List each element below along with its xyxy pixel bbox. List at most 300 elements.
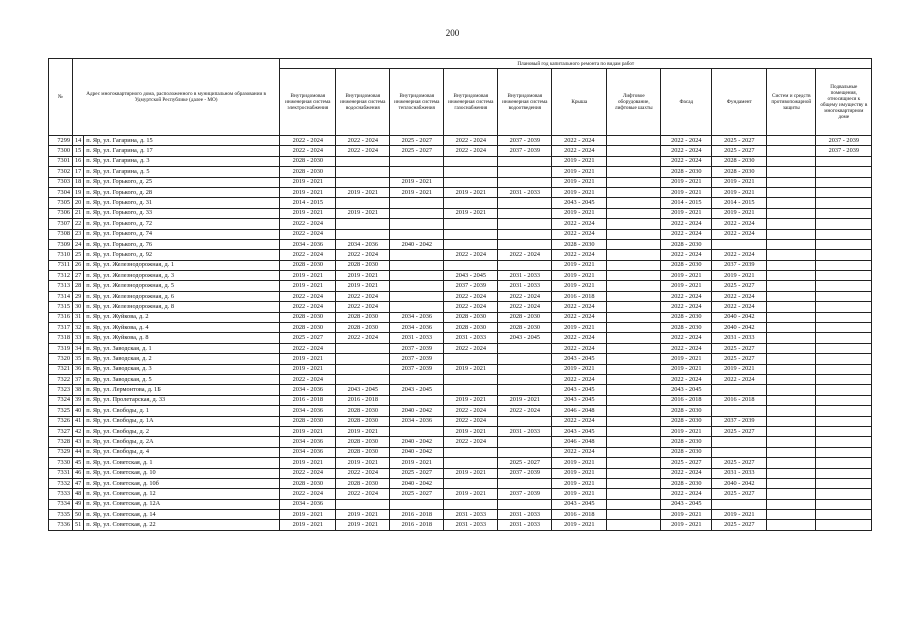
work-period-cell: 2019 - 2021	[444, 426, 498, 436]
work-period-cell: 2019 - 2021	[661, 364, 712, 374]
work-period-cell	[767, 458, 816, 468]
work-period-cell	[444, 385, 498, 395]
work-period-cell	[498, 156, 552, 166]
capital-repair-table	[48, 58, 872, 531]
work-period-cell	[767, 219, 816, 229]
work-period-cell: 2014 - 2015	[280, 198, 336, 208]
row-address: п. Яр, ул. Лермонтова, д. 1Б	[84, 385, 280, 395]
work-period-cell	[336, 177, 390, 187]
work-period-cell: 2025 - 2027	[712, 489, 767, 499]
work-period-cell: 2016 - 2018	[552, 291, 607, 301]
work-period-cell: 2022 - 2024	[280, 374, 336, 384]
work-period-cell	[444, 167, 498, 177]
work-period-cell: 2022 - 2024	[661, 489, 712, 499]
work-period-cell	[607, 499, 661, 509]
work-period-cell: 2022 - 2024	[552, 146, 607, 156]
row-number: 23	[73, 229, 84, 239]
work-period-cell: 2022 - 2024	[552, 416, 607, 426]
row-number: 40	[73, 406, 84, 416]
work-period-cell	[444, 239, 498, 249]
work-period-cell: 2019 - 2021	[552, 489, 607, 499]
work-period-cell	[767, 198, 816, 208]
work-period-cell: 2028 - 2030	[336, 260, 390, 270]
work-period-cell: 2022 - 2024	[661, 302, 712, 312]
work-period-cell: 2019 - 2021	[280, 426, 336, 436]
work-period-cell: 2022 - 2024	[336, 291, 390, 301]
work-period-cell	[607, 260, 661, 270]
row-index: 7299	[49, 136, 73, 146]
work-period-cell: 2028 - 2030	[661, 167, 712, 177]
work-period-cell	[767, 478, 816, 488]
table-row	[49, 323, 872, 333]
row-number: 35	[73, 354, 84, 364]
work-period-cell	[816, 510, 872, 520]
work-period-cell: 2019 - 2021	[712, 177, 767, 187]
work-period-cell: 2022 - 2024	[444, 291, 498, 301]
row-address: п. Яр, ул. Заводская, д. 3	[84, 364, 280, 374]
work-period-cell	[498, 478, 552, 488]
row-index: 7335	[49, 510, 73, 520]
work-period-cell	[816, 416, 872, 426]
row-number: 39	[73, 395, 84, 405]
table-row	[49, 167, 872, 177]
work-period-cell: 2019 - 2021	[280, 187, 336, 197]
page-number: 200	[445, 28, 460, 38]
work-period-cell: 2019 - 2021	[390, 187, 444, 197]
work-period-cell	[607, 437, 661, 447]
table-row	[49, 312, 872, 322]
work-period-cell	[607, 239, 661, 249]
work-period-cell: 2019 - 2021	[336, 208, 390, 218]
work-period-cell	[607, 343, 661, 353]
work-period-cell: 2043 - 2045	[552, 426, 607, 436]
work-period-cell	[336, 343, 390, 353]
work-period-cell: 2040 - 2042	[390, 239, 444, 249]
work-period-cell: 2040 - 2042	[712, 478, 767, 488]
work-period-cell: 2022 - 2024	[280, 136, 336, 146]
work-period-cell	[390, 229, 444, 239]
work-period-cell: 2034 - 2036	[336, 239, 390, 249]
work-period-cell	[767, 177, 816, 187]
row-number: 20	[73, 198, 84, 208]
work-period-cell: 2034 - 2036	[390, 416, 444, 426]
work-period-cell	[498, 354, 552, 364]
row-number: 25	[73, 250, 84, 260]
row-index: 7310	[49, 250, 73, 260]
row-address: п. Яр, ул. Гагарина, д. 15	[84, 136, 280, 146]
work-period-cell	[607, 406, 661, 416]
work-period-cell: 2022 - 2024	[498, 250, 552, 260]
work-period-cell	[816, 323, 872, 333]
table-row	[49, 510, 872, 520]
table-row	[49, 374, 872, 384]
row-number: 22	[73, 219, 84, 229]
work-period-cell: 2031 - 2033	[712, 333, 767, 343]
work-period-cell	[767, 499, 816, 509]
work-period-cell	[336, 229, 390, 239]
work-period-cell	[767, 136, 816, 146]
row-number: 33	[73, 333, 84, 343]
work-period-cell: 2043 - 2045	[552, 395, 607, 405]
work-period-cell	[607, 291, 661, 301]
work-period-cell: 2014 - 2015	[712, 198, 767, 208]
work-period-cell	[816, 302, 872, 312]
table-row	[49, 447, 872, 457]
work-period-cell: 2022 - 2024	[661, 229, 712, 239]
table-row	[49, 520, 872, 530]
row-number: 18	[73, 177, 84, 187]
work-period-cell	[607, 312, 661, 322]
work-period-cell	[816, 167, 872, 177]
work-period-cell	[607, 354, 661, 364]
work-period-cell: 2034 - 2036	[390, 312, 444, 322]
row-number: 44	[73, 447, 84, 457]
work-period-cell	[390, 291, 444, 301]
work-period-cell: 2019 - 2021	[280, 281, 336, 291]
work-period-cell	[336, 198, 390, 208]
table-row	[49, 271, 872, 281]
work-period-cell	[390, 395, 444, 405]
work-period-cell	[767, 187, 816, 197]
work-period-cell	[767, 146, 816, 156]
work-period-cell: 2022 - 2024	[661, 291, 712, 301]
work-period-cell: 2022 - 2024	[712, 250, 767, 260]
work-period-cell	[767, 208, 816, 218]
work-period-cell	[498, 219, 552, 229]
work-period-cell	[767, 343, 816, 353]
work-period-cell: 2043 - 2045	[552, 499, 607, 509]
row-index: 7323	[49, 385, 73, 395]
work-period-cell	[767, 354, 816, 364]
row-number: 46	[73, 468, 84, 478]
work-period-cell	[390, 260, 444, 270]
work-period-cell: 2019 - 2021	[444, 468, 498, 478]
work-period-cell	[607, 229, 661, 239]
work-period-cell: 2019 - 2021	[552, 458, 607, 468]
work-period-cell: 2019 - 2021	[336, 510, 390, 520]
row-address: п. Яр, ул. Гагарина, д. 17	[84, 146, 280, 156]
header-column: Внутридомовая инженерная система водоотведения	[498, 69, 552, 136]
row-number: 29	[73, 291, 84, 301]
row-number: 15	[73, 146, 84, 156]
work-period-cell	[816, 281, 872, 291]
work-period-cell: 2028 - 2030	[444, 323, 498, 333]
work-period-cell: 2028 - 2030	[280, 312, 336, 322]
work-period-cell: 2040 - 2042	[390, 437, 444, 447]
work-period-cell	[444, 219, 498, 229]
row-number: 19	[73, 187, 84, 197]
work-period-cell	[607, 208, 661, 218]
work-period-cell	[498, 177, 552, 187]
work-period-cell: 2019 - 2021	[552, 177, 607, 187]
table-row	[49, 219, 872, 229]
row-index: 7317	[49, 323, 73, 333]
work-period-cell: 2028 - 2030	[280, 323, 336, 333]
work-period-cell: 2037 - 2039	[816, 136, 872, 146]
work-period-cell: 2028 - 2030	[661, 323, 712, 333]
work-period-cell: 2028 - 2030	[280, 478, 336, 488]
work-period-cell: 2031 - 2033	[498, 426, 552, 436]
work-period-cell	[712, 437, 767, 447]
work-period-cell	[607, 250, 661, 260]
work-period-cell: 2019 - 2021	[552, 271, 607, 281]
work-period-cell: 2019 - 2021	[280, 271, 336, 281]
row-number: 41	[73, 416, 84, 426]
row-address: п. Яр, ул. Жуйкова, д. 2	[84, 312, 280, 322]
work-period-cell: 2031 - 2033	[444, 333, 498, 343]
work-period-cell: 2022 - 2024	[280, 468, 336, 478]
header-column: Внутридомовая инженерная система газоснабжения	[444, 69, 498, 136]
table-row	[49, 478, 872, 488]
work-period-cell: 2025 - 2027	[280, 333, 336, 343]
header-column: Внутридомовая инженерная система электроснабжения	[280, 69, 336, 136]
work-period-cell: 2022 - 2024	[280, 250, 336, 260]
work-period-cell	[767, 271, 816, 281]
work-period-cell: 2022 - 2024	[552, 343, 607, 353]
work-period-cell	[767, 364, 816, 374]
work-period-cell	[607, 510, 661, 520]
row-address: п. Яр, ул. Заводская, д. 5	[84, 374, 280, 384]
work-period-cell	[390, 208, 444, 218]
row-number: 21	[73, 208, 84, 218]
work-period-cell: 2022 - 2024	[280, 302, 336, 312]
row-number: 31	[73, 312, 84, 322]
header-column: Лифтовое оборудование, лифтовые шахты	[607, 69, 661, 136]
row-number: 32	[73, 323, 84, 333]
work-period-cell	[390, 156, 444, 166]
work-period-cell: 2028 - 2030	[444, 312, 498, 322]
work-period-cell: 2028 - 2030	[712, 167, 767, 177]
work-period-cell: 2022 - 2024	[336, 333, 390, 343]
work-period-cell: 2025 - 2027	[498, 458, 552, 468]
work-period-cell	[498, 499, 552, 509]
row-address: п. Яр, ул. Железнодорожная, д. 8	[84, 302, 280, 312]
work-period-cell: 2019 - 2021	[280, 208, 336, 218]
work-period-cell: 2019 - 2021	[661, 208, 712, 218]
work-period-cell	[498, 208, 552, 218]
work-period-cell: 2019 - 2021	[661, 187, 712, 197]
work-period-cell: 2028 - 2030	[336, 447, 390, 457]
row-index: 7332	[49, 478, 73, 488]
row-index: 7324	[49, 395, 73, 405]
row-address: п. Яр, ул. Горького, д. 33	[84, 208, 280, 218]
work-period-cell: 2031 - 2033	[498, 520, 552, 530]
work-period-cell	[607, 374, 661, 384]
header-column: Систем и средств противопожарной защиты	[767, 69, 816, 136]
row-address: п. Яр, ул. Свободы, д. 1	[84, 406, 280, 416]
table-row	[49, 364, 872, 374]
work-period-cell	[816, 468, 872, 478]
work-period-cell	[816, 489, 872, 499]
table-row	[49, 385, 872, 395]
work-period-cell: 2016 - 2018	[390, 510, 444, 520]
work-period-cell: 2019 - 2021	[444, 208, 498, 218]
work-period-cell	[816, 229, 872, 239]
row-address: п. Яр, ул. Заводская, д. 2	[84, 354, 280, 364]
work-period-cell: 2016 - 2018	[661, 395, 712, 405]
work-period-cell	[336, 364, 390, 374]
work-period-cell: 2022 - 2024	[712, 219, 767, 229]
work-period-cell: 2019 - 2021	[552, 167, 607, 177]
row-number: 42	[73, 426, 84, 436]
work-period-cell: 2022 - 2024	[552, 250, 607, 260]
row-address: п. Яр, ул. Горького, д. 72	[84, 219, 280, 229]
work-period-cell	[816, 312, 872, 322]
work-period-cell	[607, 520, 661, 530]
work-period-cell: 2028 - 2030	[712, 156, 767, 166]
table-row	[49, 239, 872, 249]
row-number: 34	[73, 343, 84, 353]
work-period-cell: 2016 - 2018	[390, 520, 444, 530]
header-column: Внутридомовая инженерная система теплоснабжения	[390, 69, 444, 136]
work-period-cell: 2022 - 2024	[280, 291, 336, 301]
row-address: п. Яр, ул. Горького, д. 76	[84, 239, 280, 249]
row-address: п. Яр, ул. Железнодорожная, д. 5	[84, 281, 280, 291]
row-number: 50	[73, 510, 84, 520]
work-period-cell	[607, 198, 661, 208]
work-period-cell: 2022 - 2024	[552, 136, 607, 146]
row-address: п. Яр, ул. Горького, д. 31	[84, 198, 280, 208]
work-period-cell	[767, 468, 816, 478]
work-period-cell: 2043 - 2045	[552, 354, 607, 364]
row-index: 7328	[49, 437, 73, 447]
work-period-cell: 2028 - 2030	[336, 416, 390, 426]
row-index: 7309	[49, 239, 73, 249]
work-period-cell: 2022 - 2024	[444, 302, 498, 312]
row-address: п. Яр, ул. Свободы, д. 2А	[84, 437, 280, 447]
work-period-cell: 2025 - 2027	[712, 136, 767, 146]
row-index: 7320	[49, 354, 73, 364]
table-row	[49, 354, 872, 364]
work-period-cell: 2019 - 2021	[712, 510, 767, 520]
work-period-cell: 2019 - 2021	[661, 281, 712, 291]
table-row	[49, 260, 872, 270]
work-period-cell: 2022 - 2024	[552, 333, 607, 343]
work-period-cell	[607, 364, 661, 374]
work-period-cell: 2028 - 2030	[336, 437, 390, 447]
row-number: 49	[73, 499, 84, 509]
work-period-cell: 2028 - 2030	[280, 416, 336, 426]
row-index: 7321	[49, 364, 73, 374]
header-address: Адрес многоквартирного дома, расположенного в муниципальном образовании в Удмуртской Республике (далее - МО)	[73, 59, 280, 136]
row-address: п. Яр, ул. Свободы, д. 4	[84, 447, 280, 457]
header-planned-year: Плановый год капитального ремонта по видам работ	[280, 59, 872, 69]
work-period-cell: 2028 - 2030	[280, 260, 336, 270]
work-period-cell: 2025 - 2027	[390, 146, 444, 156]
work-period-cell: 2022 - 2024	[552, 312, 607, 322]
row-index: 7319	[49, 343, 73, 353]
work-period-cell: 2019 - 2021	[552, 281, 607, 291]
row-address: п. Яр, ул. Железнодорожная, д. 6	[84, 291, 280, 301]
row-number: 37	[73, 374, 84, 384]
work-period-cell: 2028 - 2030	[280, 167, 336, 177]
work-period-cell	[607, 156, 661, 166]
header-column: Фундамент	[712, 69, 767, 136]
table-row	[49, 437, 872, 447]
work-period-cell: 2028 - 2030	[552, 239, 607, 249]
header-column: Внутридомовая инженерная система водоснабжения	[336, 69, 390, 136]
row-number: 48	[73, 489, 84, 499]
header-column: Крыша	[552, 69, 607, 136]
work-period-cell: 2028 - 2030	[661, 416, 712, 426]
row-index: 7327	[49, 426, 73, 436]
table-row	[49, 198, 872, 208]
work-period-cell: 2019 - 2021	[552, 468, 607, 478]
work-period-cell	[816, 187, 872, 197]
work-period-cell: 2031 - 2033	[390, 333, 444, 343]
row-index: 7314	[49, 291, 73, 301]
work-period-cell	[767, 291, 816, 301]
work-period-cell: 2019 - 2021	[661, 426, 712, 436]
work-period-cell	[767, 156, 816, 166]
header-column: Подвальные помещения, относящиеся к общему имуществу в многоквартирном доме	[816, 69, 872, 136]
row-number: 38	[73, 385, 84, 395]
work-period-cell: 2019 - 2021	[336, 271, 390, 281]
row-index: 7322	[49, 374, 73, 384]
work-period-cell: 2034 - 2036	[390, 323, 444, 333]
table-row	[49, 177, 872, 187]
work-period-cell: 2022 - 2024	[336, 146, 390, 156]
work-period-cell: 2028 - 2030	[661, 447, 712, 457]
row-index: 7331	[49, 468, 73, 478]
work-period-cell: 2025 - 2027	[712, 343, 767, 353]
work-period-cell: 2025 - 2027	[390, 468, 444, 478]
work-period-cell: 2019 - 2021	[661, 510, 712, 520]
work-period-cell: 2022 - 2024	[661, 219, 712, 229]
work-period-cell: 2022 - 2024	[661, 468, 712, 478]
row-address: п. Яр, ул. Пролетарская, д. 33	[84, 395, 280, 405]
work-period-cell	[816, 250, 872, 260]
row-number: 14	[73, 136, 84, 146]
work-period-cell: 2019 - 2021	[552, 478, 607, 488]
row-index: 7307	[49, 219, 73, 229]
work-period-cell: 2022 - 2024	[280, 229, 336, 239]
row-index: 7315	[49, 302, 73, 312]
table-row	[49, 146, 872, 156]
work-period-cell: 2025 - 2027	[390, 489, 444, 499]
work-period-cell: 2028 - 2030	[498, 323, 552, 333]
work-period-cell: 2022 - 2024	[552, 374, 607, 384]
table-row	[49, 136, 872, 146]
work-period-cell	[767, 250, 816, 260]
work-period-cell	[767, 426, 816, 436]
work-period-cell	[390, 198, 444, 208]
row-number: 17	[73, 167, 84, 177]
row-index: 7303	[49, 177, 73, 187]
table-row	[49, 395, 872, 405]
work-period-cell	[498, 416, 552, 426]
work-period-cell: 2028 - 2030	[661, 406, 712, 416]
work-period-cell	[816, 447, 872, 457]
row-address: п. Яр, ул. Свободы, д. 1А	[84, 416, 280, 426]
work-period-cell	[498, 447, 552, 457]
work-period-cell	[816, 499, 872, 509]
work-period-cell: 2014 - 2015	[661, 198, 712, 208]
work-period-cell	[816, 271, 872, 281]
work-period-cell: 2022 - 2024	[661, 146, 712, 156]
work-period-cell	[607, 177, 661, 187]
work-period-cell	[444, 354, 498, 364]
work-period-cell: 2019 - 2021	[661, 520, 712, 530]
work-period-cell: 2037 - 2039	[498, 468, 552, 478]
work-period-cell: 2019 - 2021	[444, 187, 498, 197]
work-period-cell: 2019 - 2021	[712, 187, 767, 197]
work-period-cell	[767, 489, 816, 499]
work-period-cell	[767, 239, 816, 249]
work-period-cell: 2022 - 2024	[661, 136, 712, 146]
row-address: п. Яр, ул. Горького, д. 74	[84, 229, 280, 239]
work-period-cell	[607, 447, 661, 457]
